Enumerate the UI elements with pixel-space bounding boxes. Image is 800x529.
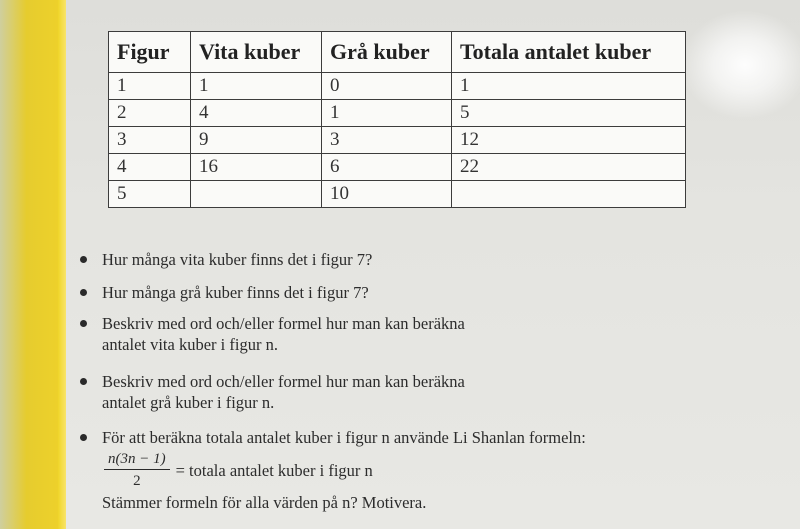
cell-vita — [191, 181, 322, 208]
cell-vita: 1 — [191, 73, 322, 100]
question-white-cubes-fig7: Hur många vita kuber finns det i figur 7? — [102, 250, 373, 269]
cell-gra: 0 — [322, 73, 452, 100]
book-spine-edge — [0, 0, 66, 529]
formula-rhs: = totala antalet kuber i figur n — [175, 461, 373, 480]
question-li-shanlan-motivate: Stämmer formeln för alla värden på n? Motivera. — [102, 493, 427, 512]
formula-numerator: n(3n − 1) — [104, 451, 170, 470]
header-vita-kuber: Vita kuber — [191, 32, 322, 73]
table-header-row — [109, 32, 686, 73]
formula-fraction — [104, 451, 170, 490]
question-grey-formula-line2: antalet grå kuber i figur n. — [102, 393, 275, 412]
cell-totala — [452, 181, 686, 208]
bullet-icon — [80, 289, 87, 296]
table-row — [109, 181, 686, 208]
table-row — [109, 127, 686, 154]
cell-figur: 5 — [109, 181, 191, 208]
cell-gra: 6 — [322, 154, 452, 181]
cell-gra: 10 — [322, 181, 452, 208]
cell-vita: 16 — [191, 154, 322, 181]
list-item — [80, 427, 720, 513]
list-item — [80, 249, 720, 270]
cell-vita: 9 — [191, 127, 322, 154]
list-item — [80, 371, 720, 413]
cube-table — [108, 31, 686, 208]
bullet-icon — [80, 434, 87, 441]
formula-denominator: 2 — [133, 473, 141, 489]
list-item — [80, 313, 720, 355]
cell-totala: 5 — [452, 100, 686, 127]
li-shanlan-formula — [104, 451, 720, 490]
cell-gra: 1 — [322, 100, 452, 127]
question-grey-cubes-fig7: Hur många grå kuber finns det i figur 7? — [102, 283, 369, 302]
header-gra-kuber: Grå kuber — [322, 32, 452, 73]
bullet-icon — [80, 320, 87, 327]
question-list — [80, 249, 720, 513]
cell-totala: 12 — [452, 127, 686, 154]
question-grey-formula-line1: Beskriv med ord och/eller formel hur man kan beräkna — [102, 372, 465, 391]
cell-figur: 1 — [109, 73, 191, 100]
table-row — [109, 73, 686, 100]
table-row — [109, 154, 686, 181]
cell-figur: 4 — [109, 154, 191, 181]
cell-gra: 3 — [322, 127, 452, 154]
header-figur: Figur — [109, 32, 191, 73]
cell-totala: 1 — [452, 73, 686, 100]
list-item — [80, 282, 720, 303]
cell-figur: 2 — [109, 100, 191, 127]
table-row — [109, 100, 686, 127]
question-white-formula-line2: antalet vita kuber i figur n. — [102, 335, 278, 354]
question-white-formula-line1: Beskriv med ord och/eller formel hur man kan beräkna — [102, 314, 465, 333]
cell-totala: 22 — [452, 154, 686, 181]
bullet-icon — [80, 378, 87, 385]
question-li-shanlan-intro: För att beräkna totala antalet kuber i figur n använde Li Shanlan formeln: — [102, 428, 586, 447]
cell-vita: 4 — [191, 100, 322, 127]
bullet-icon — [80, 256, 87, 263]
book-spine-highlight — [58, 0, 66, 529]
light-glare — [680, 10, 800, 120]
cell-figur: 3 — [109, 127, 191, 154]
header-totala-antalet-kuber: Totala antalet kuber — [452, 32, 686, 73]
